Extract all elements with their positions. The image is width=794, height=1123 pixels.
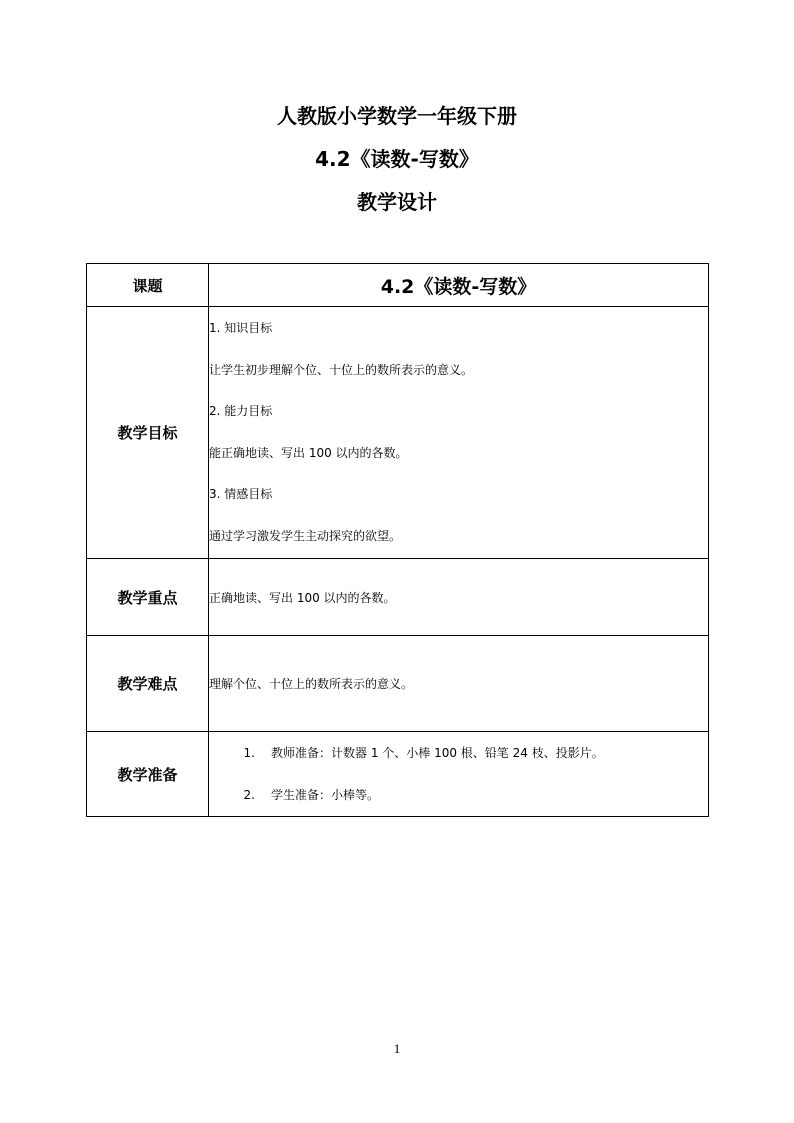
focus-label: 教学重点 — [87, 559, 209, 636]
subject-label: 课题 — [87, 264, 209, 307]
objectives-content — [209, 307, 709, 559]
row-preparation — [87, 732, 709, 817]
prep-item-student — [209, 774, 708, 816]
title-lesson: 4.2《读数-写数》 — [315, 147, 479, 171]
objective-heading-emotion: 3. 情感目标 — [209, 487, 273, 501]
prep-text: 教师准备：计数器 1 个、小棒 100 根、铅笔 24 枝、投影片。 — [271, 746, 604, 760]
focus-content: 正确地读、写出 100 以内的各数。 — [209, 559, 709, 636]
objective-heading-ability: 2. 能力目标 — [209, 404, 273, 418]
prep-text: 学生准备：小棒等。 — [271, 788, 380, 802]
row-difficulty — [87, 636, 709, 732]
prep-number: 2. — [243, 788, 255, 802]
objectives-label: 教学目标 — [87, 307, 209, 559]
subject-value: 4.2《读数-写数》 — [209, 264, 709, 307]
document-title — [0, 104, 794, 233]
difficulty-label: 教学难点 — [87, 636, 209, 732]
prep-content — [209, 732, 709, 817]
prep-item-teacher — [209, 732, 708, 774]
difficulty-content: 理解个位、十位上的数所表示的意义。 — [209, 636, 709, 732]
page-number: 1 — [393, 1041, 401, 1056]
objective-heading-knowledge: 1. 知识目标 — [209, 321, 273, 335]
title-design: 教学设计 — [357, 190, 437, 214]
row-subject — [87, 264, 709, 307]
prep-number: 1. — [243, 746, 255, 760]
prep-label: 教学准备 — [87, 732, 209, 817]
objective-text-knowledge: 让学生初步理解个位、十位上的数所表示的意义。 — [209, 362, 474, 377]
objective-text-ability: 能正确地读、写出 100 以内的各数。 — [209, 445, 408, 460]
title-textbook: 人教版小学数学一年级下册 — [277, 104, 517, 128]
objective-text-emotion: 通过学习激发学生主动探究的欲望。 — [209, 528, 402, 543]
row-focus — [87, 559, 709, 636]
lesson-plan-table — [86, 263, 709, 817]
row-objectives — [87, 307, 709, 559]
